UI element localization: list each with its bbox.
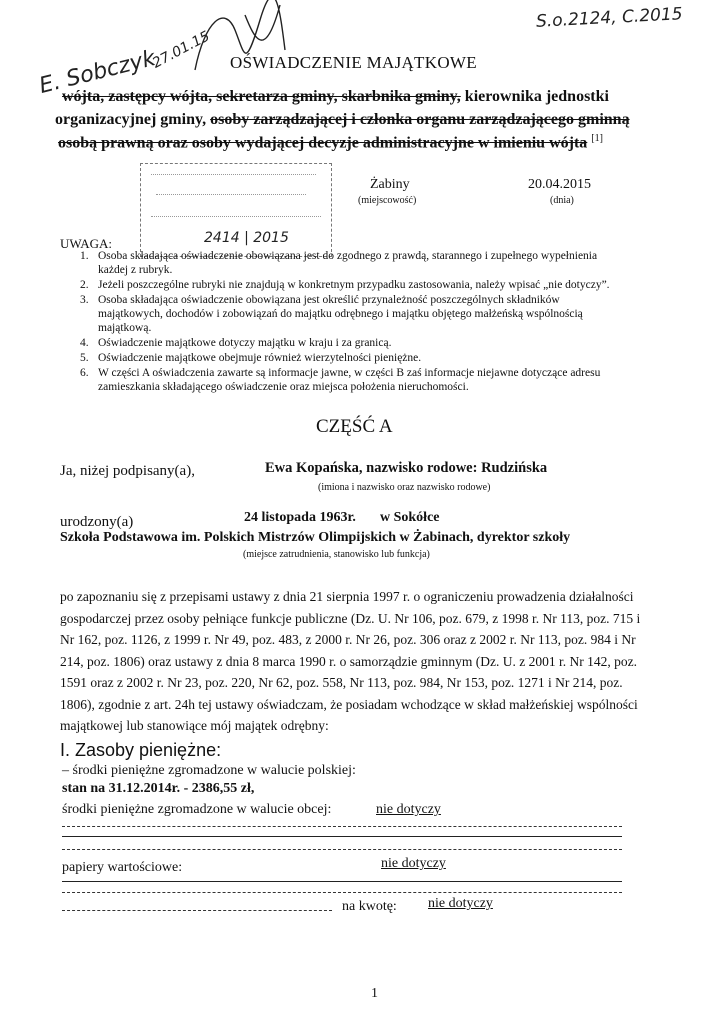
declarant-name: Ewa Kopańska, nazwisko rodowe: Rudzińska <box>265 460 548 476</box>
handwritten-file-number: S.o.2124, C.2015 <box>535 4 684 32</box>
note-item: 6. W części A oświadczenia zawarte są informacje jawne, w części B zaś informacje niejawne dotyczące adresu zamieszkania składającego oświadczenie oraz miejsca położenia nieruchomości. <box>80 367 601 393</box>
handwritten-date: 27.01.15 <box>149 28 213 72</box>
fill-line <box>62 836 622 837</box>
note-item: 3. Osoba składająca oświadczenie obowiązana jest określić przynależność poszczególnych składników majątkowych, dochodów i zobowiązań do majątku odrębnego i majątku objętego małżeńską wspólnością majątkową. <box>80 294 583 334</box>
section-1-heading: I. Zasoby pieniężne: <box>60 740 222 760</box>
securities-label: papiery wartościowe: <box>62 860 183 875</box>
note-item: 4. Oświadczenie majątkowe dotyczy majątku w kraju i za granicą. <box>80 337 392 349</box>
securities-value: nie dotyczy <box>381 856 446 871</box>
date-value: 20.04.2015 <box>528 177 591 192</box>
part-a-heading: CZĘŚĆ A <box>316 416 393 437</box>
header-line-3 <box>58 133 603 152</box>
place-label: (miejscowość) <box>358 195 417 206</box>
notes-heading: UWAGA: <box>60 236 112 251</box>
struck-positions-2: osoby zarządzającej i członka organu zarządzającego gminną <box>210 111 630 128</box>
fill-line <box>62 892 622 893</box>
header-line-2 <box>55 111 630 129</box>
foreign-funds-label: środki pieniężne zgromadzone w walucie obcej: <box>62 802 332 817</box>
legal-basis-paragraph: po zapoznaniu się z przepisami ustawy z dnia 21 sierpnia 1997 r. o ograniczeniu prowadzenia działalności gospodarczej przez osoby pełniące funkcje publiczne (Dz. U. Nr 106, poz. 679, z 1998 r. Nr 113, poz. 715 i Nr 162, poz. 1126, z 1999 r. Nr 49, poz. 483, z 2000 r. Nr 26, poz. 306 oraz z 2002 r. Nr 113, poz. 984 i Nr 214, poz. 1806) oraz ustawy z dnia 8 marca 1990 r. o samorządzie gminnym (Dz. U. z 2001 r. Nr 142, poz. 1591 oraz z 2002 r. Nr 23, poz. 220, Nr 62, poz. 558, Nr 113, poz. 984, Nr 153, poz. 1271 i Nr 214, poz. 1806), zgodnie z art. 24h tej ustawy oświadczam, że posiadam wchodzące w skład małżeńskiej wspólności majątkowej lub stanowiące mój majątek odrębny: <box>60 589 641 733</box>
workplace: Szkoła Podstawowa im. Polskich Mistrzów Olimpijskich w Żabinach, dyrektor szkoły <box>60 530 571 545</box>
struck-positions-1: wójta, zastępcy wójta, sekretarza gminy, skarbnika gminy, <box>62 88 461 105</box>
handwritten-initials: E. Sobczyk <box>36 46 158 99</box>
notes-list <box>80 249 680 395</box>
header-line-1 <box>62 88 609 106</box>
born-label: urodzony(a) <box>60 514 134 530</box>
page-number: 1 <box>371 986 378 1001</box>
workplace-hint: (miejsce zatrudnienia, stanowisko lub funkcja) <box>243 549 430 560</box>
amount-label: na kwotę: <box>342 899 397 914</box>
footnote-marker: [1] <box>591 133 603 144</box>
pln-funds-label: – środki pieniężne zgromadzone w walucie polskiej: <box>62 763 356 778</box>
date-label: (dnia) <box>550 195 574 206</box>
struck-positions-3: osobą prawną oraz osoby wydającej decyzje administracyjne w imieniu wójta <box>58 134 588 152</box>
fill-line <box>62 826 622 827</box>
note-item: 1. Osoba składająca oświadczenie obowiązana jest do zgodnego z prawdą, starannego i zupełnego wypełnienia każdej z rubryk. <box>80 250 598 276</box>
fill-line <box>62 849 622 850</box>
pln-funds-value: stan na 31.12.2014r. - 2386,55 zł, <box>62 781 255 796</box>
foreign-funds-value: nie dotyczy <box>376 802 441 817</box>
place-value: Żabiny <box>370 177 410 192</box>
stamp-registry-number: 2414 | 2015 <box>204 230 289 246</box>
declarant-label: Ja, niżej podpisany(a), <box>60 463 195 479</box>
kept-position-1: kierownika jednostki <box>464 88 609 105</box>
amount-value: nie dotyczy <box>428 896 493 911</box>
declarant-hint: (imiona i nazwisko oraz nazwisko rodowe) <box>318 482 491 493</box>
note-item: 2. Jeżeli poszczególne rubryki nie znajdują w konkretnym przypadku zastosowania, należy wpisać „nie dotyczy”. <box>80 279 610 291</box>
fill-line <box>62 881 622 882</box>
fill-line <box>62 910 332 911</box>
document-title: OŚWIADCZENIE MAJĄTKOWE <box>230 53 477 72</box>
kept-position-2: organizacyjnej gminy, <box>55 111 207 128</box>
birth-date: 24 listopada 1963r. <box>244 510 356 525</box>
note-item: 5. Oświadczenie majątkowe obejmuje również wierzytelności pieniężne. <box>80 352 422 364</box>
birth-place: w Sokółce <box>380 510 440 525</box>
